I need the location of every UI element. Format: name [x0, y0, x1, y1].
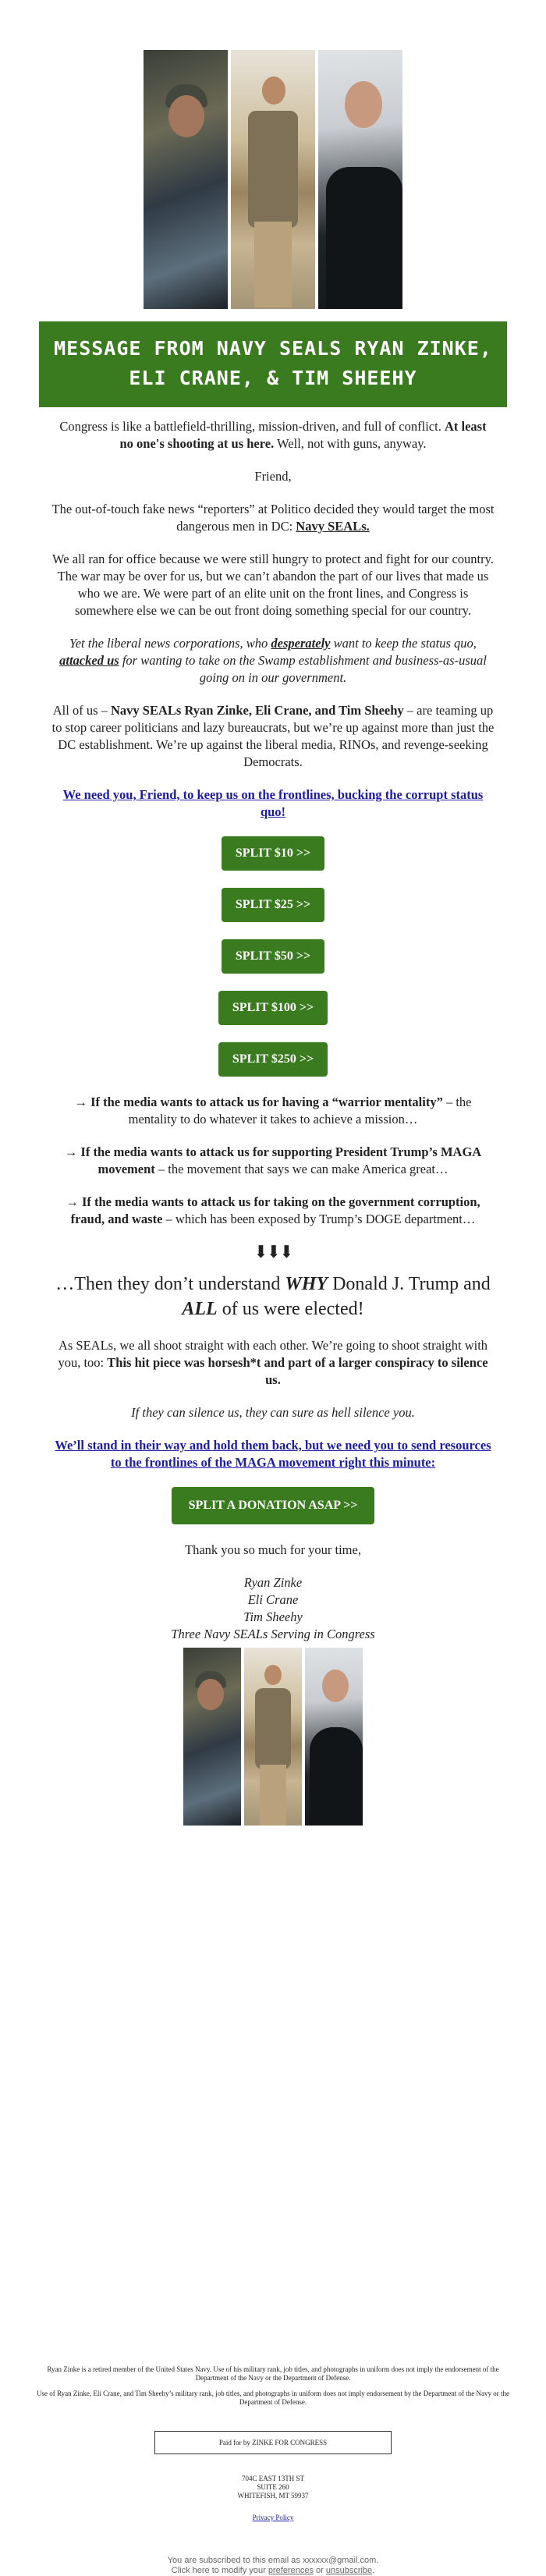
maga-point: → If the media wants to attack us for supporting President Trump’s MAGA movement – the movement that says we can make America great… — [64, 1144, 482, 1176]
hero-photos — [39, 0, 507, 309]
photo-tim-sheehy-small — [305, 1648, 363, 1826]
subscribed-email-line: You are subscribed to this email as xxxxxx@gmail.com. — [167, 2556, 379, 2565]
message-content — [39, 407, 507, 1826]
greeting: Friend, — [254, 469, 292, 484]
resources-link[interactable]: We’ll stand in their way and hold them back, but we need you to send resources to the frontlines of the MAGA movement right this minute: — [55, 1438, 491, 1470]
teaming-up-paragraph: All of us – Navy SEALs Ryan Zinke, Eli Crane, and Tim Sheehy – are teaming up to stop career politicians and lazy bureaucrats, but we’re up against more than just the DC establishment. We’re up against the liberal media, RINOs, and revenge-seeking Democrats. — [51, 703, 495, 769]
signature-tagline: Three Navy SEALs Serving in Congress — [171, 1627, 375, 1641]
subscription-notice — [0, 2556, 546, 2576]
paid-for-box — [0, 2431, 546, 2454]
modify-line: Click here to modify your preferences or unsubscribe. — [171, 2566, 375, 2575]
frontlines-link-paragraph — [51, 786, 495, 821]
shoot-straight-paragraph: As SEALs, we all shoot straight with each other. We’re going to shoot straight with you, too: This hit piece was horsesh*t and part of a larger conspiracy to silence us. — [58, 1338, 488, 1387]
photo-ryan-zinke-small — [183, 1648, 241, 1826]
signature-name: Eli Crane — [247, 1592, 299, 1607]
liberal-news-paragraph: Yet the liberal news corporations, who desperately want to keep the status quo, attacked us for wanting to take on the Swamp establishment and business-as-usual going on in our government. — [59, 636, 487, 685]
email-body — [39, 0, 507, 1826]
header-banner — [39, 321, 507, 407]
signature-photos — [51, 1648, 495, 1826]
preferences-link[interactable]: preferences — [268, 2566, 314, 2575]
split-10-button[interactable]: SPLIT $10 >> — [222, 836, 324, 871]
donate-asap-button[interactable]: SPLIT A DONATION ASAP >> — [172, 1487, 375, 1524]
signature-block — [51, 1574, 495, 1643]
paid-for-text: Paid for by ZINKE FOR CONGRESS — [154, 2431, 392, 2454]
photo-eli-crane — [231, 50, 315, 309]
down-arrows-icon: ⬇⬇⬇ — [254, 1242, 292, 1261]
split-50-button[interactable]: SPLIT $50 >> — [222, 939, 324, 974]
disclaimer-all: Use of Ryan Zinke, Eli Crane, and Tim Sheehy’s military rank, job titles, and photographs in uniform does not imply endorsement by the Department of the Navy or the Department of Defense. — [36, 2390, 510, 2406]
ran-for-office-paragraph: We all ran for office because we were still hungry to protect and fight for our country. The war may be over for us, but we can’t abandon the part of our lives that made us who we are. We were part of an elite unit on the front lines, and Congress is somewhere else we can be out front doing something special for our country. — [52, 552, 494, 618]
intro-paragraph: Congress is like a battlefield-thrilling, mission-driven, and full of conflict. At least no one's shooting at us here. Well, not with guns, anyway. — [59, 419, 487, 451]
privacy-policy-link[interactable]: Privacy Policy — [252, 2514, 294, 2521]
photo-tim-sheehy — [318, 50, 402, 309]
signature-name: Ryan Zinke — [243, 1575, 303, 1590]
corruption-point: → If the media wants to attack us for taking on the government corruption, fraud, and waste – which has been exposed by Trump’s DOGE department… — [66, 1194, 480, 1226]
resources-link-paragraph — [51, 1437, 495, 1471]
split-25-button[interactable]: SPLIT $25 >> — [222, 888, 324, 922]
photo-ryan-zinke — [144, 50, 228, 309]
unsubscribe-link[interactable]: unsubscribe — [325, 2566, 373, 2575]
silence-paragraph: If they can silence us, they can sure as hell silence you. — [131, 1405, 415, 1420]
photo-eli-crane-small — [244, 1648, 302, 1826]
elected-headline: …Then they don’t understand WHY Donald J. Trump and ALL of us were elected! — [55, 1274, 491, 1319]
banner-title: MESSAGE FROM NAVY SEALS RYAN ZINKE, ELI CRANE, & TIM SHEEHY — [54, 337, 492, 389]
disclaimer-zinke: Ryan Zinke is a retired member of the United States Navy. Use of his military rank, job titles, and photographs in uniform does not imply the endorsement of the Department of the Navy or the Department of Defense. — [47, 2365, 499, 2382]
thanks-line: Thank you so much for your time, — [185, 1542, 361, 1557]
disclaimer — [0, 2365, 546, 2414]
politico-paragraph: The out-of-touch fake news “reporters” at Politico decided they would target the most dangerous men in DC: Navy SEALs. — [51, 502, 495, 534]
warrior-mentality-point: → If the media wants to attack us for having a “warrior mentality” – the mentality to do whatever it takes to achieve a mission… — [74, 1095, 472, 1127]
privacy-row — [0, 2514, 546, 2521]
frontlines-link[interactable]: We need you, Friend, to keep us on the frontlines, bucking the corrupt status quo! — [62, 787, 484, 819]
mailing-address: 704C EAST 13TH ST SUITE 260 WHITEFISH, MT 59937 — [237, 2475, 309, 2500]
split-100-button[interactable]: SPLIT $100 >> — [218, 991, 328, 1025]
signature-name: Tim Sheehy — [243, 1609, 303, 1624]
split-250-button[interactable]: SPLIT $250 >> — [218, 1042, 328, 1077]
